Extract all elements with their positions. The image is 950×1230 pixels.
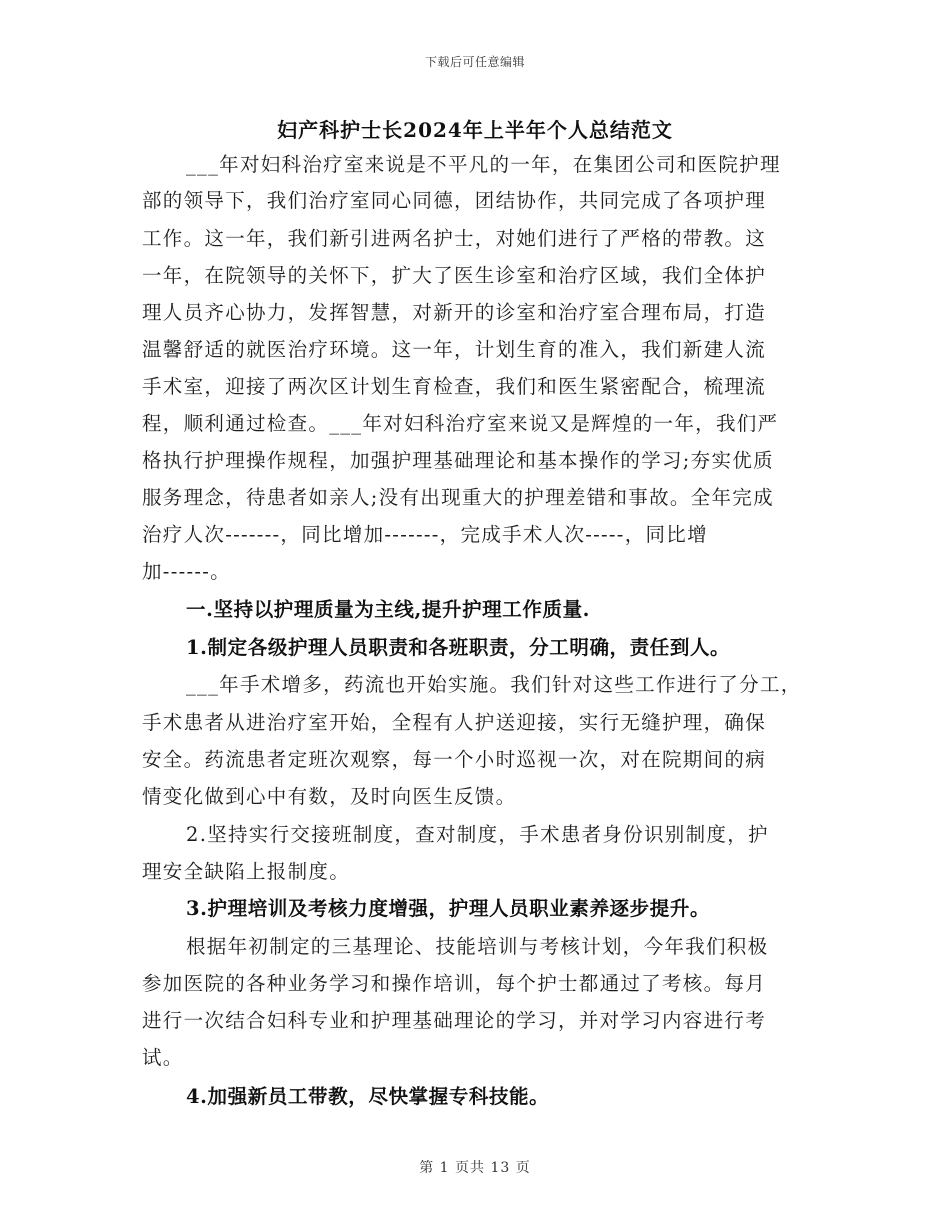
body-text-line: 进行一次结合妇科专业和护理基础理论的学习，并对学习内容进行考 bbox=[142, 1009, 767, 1032]
body-text-line: ___年对妇科治疗室来说是不平凡的一年，在集团公司和医院护理 bbox=[186, 153, 781, 176]
body-text-line: 治疗人次-------，同比增加-------，完成手术人次-----，同比增 bbox=[142, 523, 708, 546]
document-title: 妇产科护士长2024年上半年个人总结范文 bbox=[277, 118, 673, 142]
body-text-line: 服务理念，待患者如亲人;没有出现重大的护理差错和事故。全年完成 bbox=[142, 486, 774, 509]
section-heading-line: 4.加强新员工带教，尽快掌握专科技能。 bbox=[186, 1085, 550, 1108]
body-text-line: 试。 bbox=[142, 1046, 184, 1069]
body-text-line: 程，顺利通过检查。___年对妇科治疗室来说又是辉煌的一年，我们严 bbox=[142, 412, 779, 435]
body-text-line: 情变化做到心中有数，及时向医生反馈。 bbox=[142, 785, 517, 808]
body-text-line: 手术患者从进治疗室开始，全程有人护送迎接，实行无缝护理，确保 bbox=[142, 711, 767, 734]
body-text-line: 温馨舒适的就医治疗环境。这一年，计划生育的准入，我们新建人流 bbox=[142, 338, 767, 361]
body-text-line: 参加医院的各种业务学习和操作培训，每个护士都通过了考核。每月 bbox=[142, 972, 767, 995]
body-text-line: 一年，在院领导的关怀下，扩大了医生诊室和治疗区域，我们全体护 bbox=[142, 264, 767, 287]
section-heading-line: 3.护理培训及考核力度增强，护理人员职业素养逐步提升。 bbox=[186, 897, 711, 920]
body-text-line: 部的领导下，我们治疗室同心同德，团结协作，共同完成了各项护理 bbox=[142, 189, 767, 212]
body-text-line: 手术室，迎接了两次区计划生育检查，我们和医生紧密配合，梳理流 bbox=[142, 375, 767, 398]
body-text-line: 工作。这一年，我们新引进两名护士，对她们进行了严格的带教。这 bbox=[142, 227, 767, 250]
body-text-line: 理人员齐心协力，发挥智慧，对新开的诊室和治疗室合理布局，打造 bbox=[142, 301, 767, 324]
body-text-line: 安全。药流患者定班次观察，每一个小时巡视一次，对在院期间的病 bbox=[142, 748, 767, 771]
page-header-note: 下载后可任意编辑 bbox=[424, 55, 525, 69]
body-text-line: 理安全缺陷上报制度。 bbox=[142, 860, 351, 883]
body-text-line: ___年手术增多，药流也开始实施。我们针对这些工作进行了分工， bbox=[186, 673, 802, 696]
section-heading-line: 1.制定各级护理人员职责和各班职责，分工明确，责任到人。 bbox=[186, 636, 731, 659]
body-text-line: 根据年初制定的三基理论、技能培训与考核计划，今年我们积极 bbox=[186, 935, 769, 958]
body-text-line: 加------。 bbox=[142, 560, 231, 583]
body-text-line: 格执行护理操作规程，加强护理基础理论和基本操作的学习;夯实优质 bbox=[142, 449, 774, 472]
page-footer-page-number: 第 1 页共 13 页 bbox=[419, 1160, 531, 1176]
body-text-line: 2.坚持实行交接班制度，查对制度，手术患者身份识别制度，护 bbox=[186, 823, 769, 846]
section-heading-line: 一.坚持以护理质量为主线,提升护理工作质量. bbox=[186, 598, 591, 621]
